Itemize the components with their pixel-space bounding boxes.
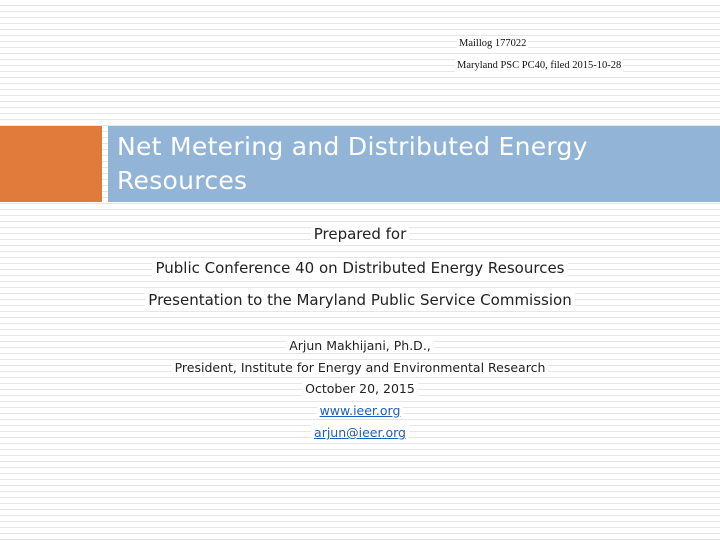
accent-block — [0, 126, 102, 202]
slide-title: Net Metering and Distributed Energy Resources — [117, 132, 588, 195]
maillog-stamp: Maillog 177022 — [459, 38, 527, 49]
title-bar — [108, 126, 720, 202]
author-name: Arjun Makhijani, Ph.D., — [0, 338, 720, 353]
presentation-text: Presentation to the Maryland Public Service Commission — [0, 291, 720, 309]
presentation-date: October 20, 2015 — [0, 381, 720, 396]
website-link-line — [0, 403, 720, 418]
conference-text: Public Conference 40 on Distributed Energy Resources — [0, 259, 720, 277]
filing-stamp: Maryland PSC PC40, filed 2015-10-28 — [457, 60, 622, 71]
author-affiliation: President, Institute for Energy and Environmental Research — [0, 360, 720, 375]
email-link[interactable]: arjun@ieer.org — [314, 425, 406, 440]
email-link-line — [0, 425, 720, 440]
website-link[interactable]: www.ieer.org — [319, 403, 401, 418]
prepared-for-text: Prepared for — [0, 225, 720, 243]
